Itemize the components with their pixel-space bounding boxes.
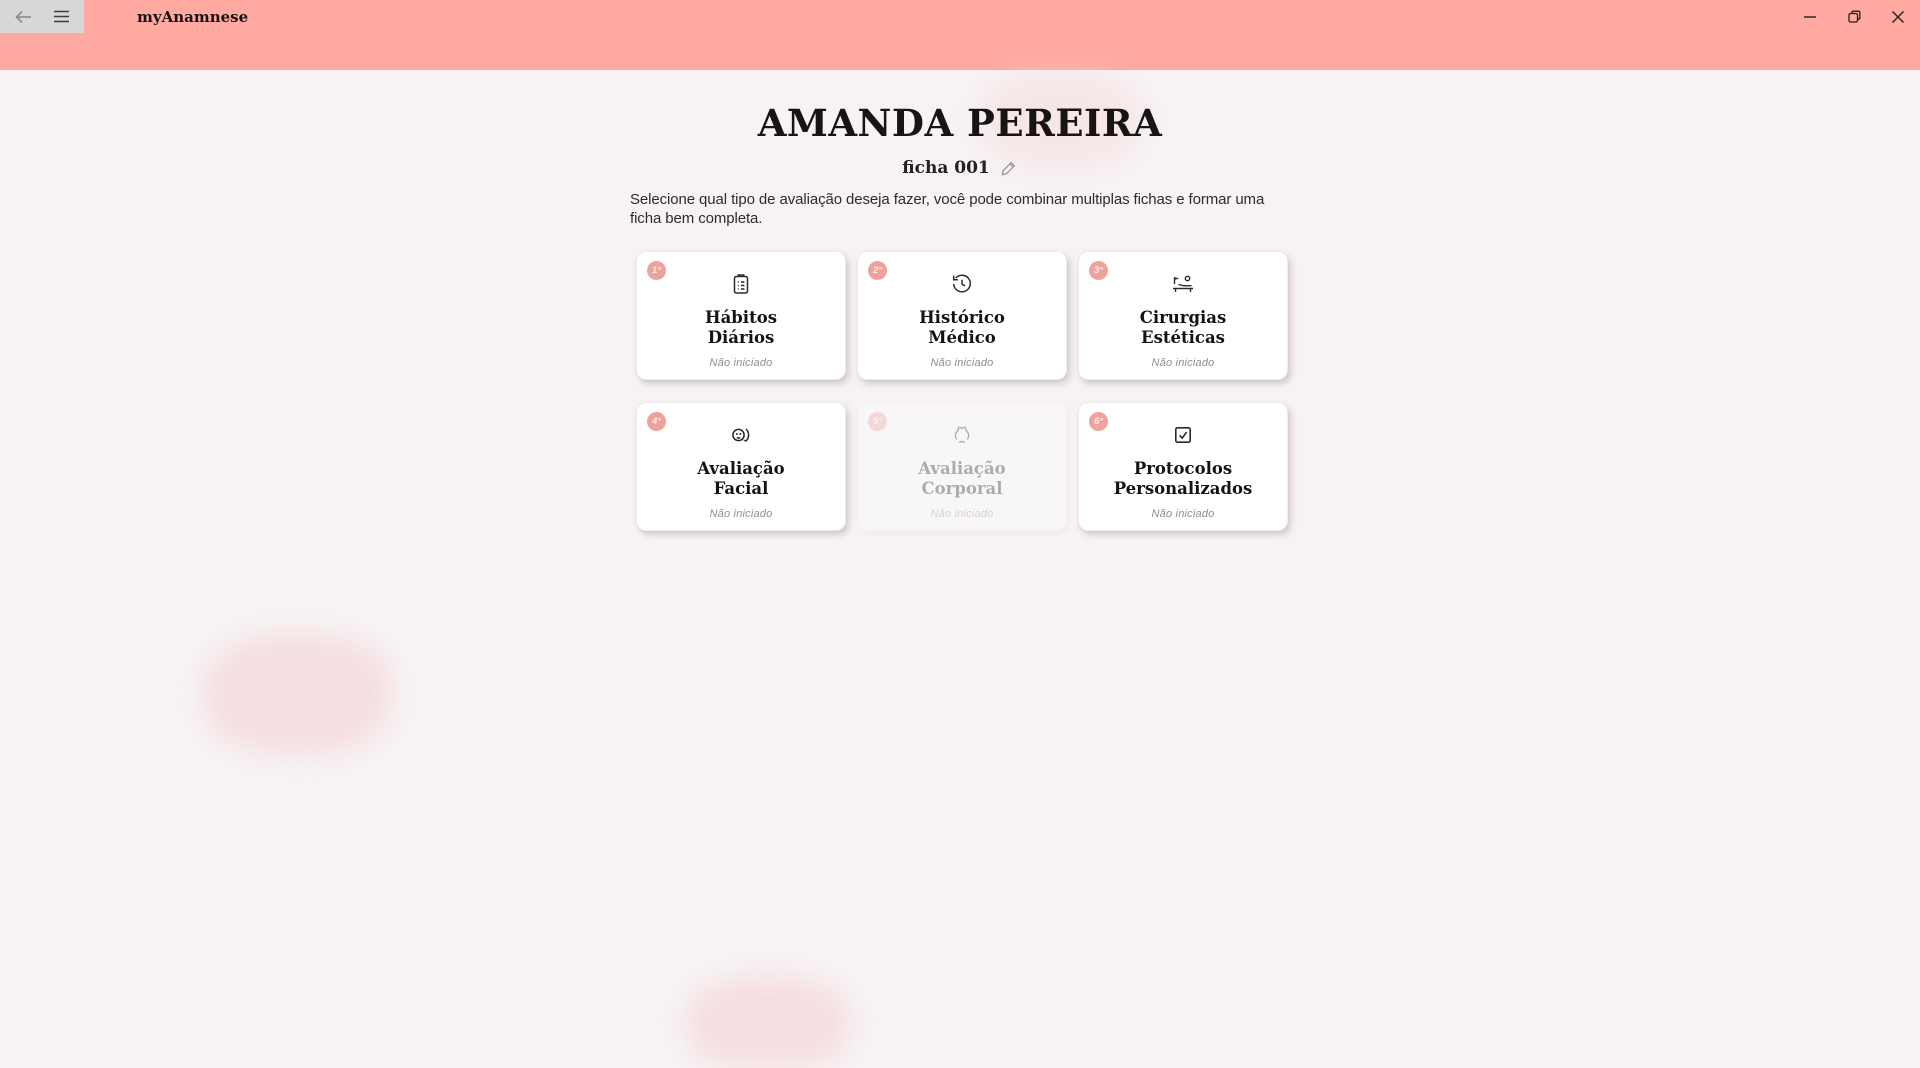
card-title: Avaliação Facial [697,459,785,498]
face-rotate-icon [637,422,845,448]
body-silhouette-icon [858,422,1066,448]
nav-box [0,0,84,33]
instructions-text: Selecione qual tipo de avaliação deseja fazer, você pode combinar multiplas fichas e formar uma ficha bem completa. [630,191,1265,227]
card-avaliacao-corporal[interactable] [857,402,1067,531]
order-badge: 2° [868,261,887,280]
card-protocolos-personalizados[interactable] [1078,402,1288,531]
card-title: Hábitos Diários [704,308,777,347]
minimize-button[interactable] [1788,0,1832,33]
order-badge: 1° [647,261,666,280]
pencil-icon [1001,160,1017,176]
patient-name: AMANDA PEREIRA [757,101,1163,145]
card-status: Não iniciado [709,357,773,369]
order-badge: 6° [1089,412,1108,431]
history-clock-icon [858,271,1066,297]
card-status: Não iniciado [1151,357,1215,369]
record-label: ficha 001 [902,158,990,178]
close-button[interactable] [1876,0,1920,33]
surgery-table-icon [1079,271,1287,297]
checkbox-checked-icon [1079,422,1287,448]
card-status: Não iniciado [930,357,994,369]
app-title: myAnamnese [137,8,249,26]
minimize-icon [1804,16,1816,18]
order-badge: 4° [647,412,666,431]
card-status: Não iniciado [709,508,773,520]
card-cirurgias-esteticas[interactable] [1078,251,1288,380]
edit-record-button[interactable] [1000,159,1018,177]
back-arrow-icon [15,10,32,24]
window-controls [1788,0,1920,33]
card-title: Protocolos Personalizados [1113,459,1253,498]
hamburger-icon [53,10,70,23]
back-button[interactable] [8,3,38,31]
card-title: Histórico Médico [919,308,1005,347]
clipboard-list-icon [637,271,845,297]
card-historico-medico[interactable] [857,251,1067,380]
menu-button[interactable] [46,3,76,31]
assessment-grid [636,251,1288,531]
card-title: Cirurgias Estéticas [1139,308,1227,347]
restore-icon [1848,10,1861,23]
card-avaliacao-facial[interactable] [636,402,846,531]
card-status: Não iniciado [1151,508,1215,520]
restore-button[interactable] [1832,0,1876,33]
order-badge: 5° [868,412,887,431]
card-title: Avaliação Corporal [918,459,1006,498]
background-smudge [205,635,390,753]
card-habitos-diarios[interactable] [636,251,846,380]
order-badge: 3° [1089,261,1108,280]
card-status: Não iniciado [930,508,994,520]
close-icon [1892,11,1904,23]
record-row [0,157,1920,179]
background-smudge [688,978,848,1068]
app-header [0,0,1920,70]
